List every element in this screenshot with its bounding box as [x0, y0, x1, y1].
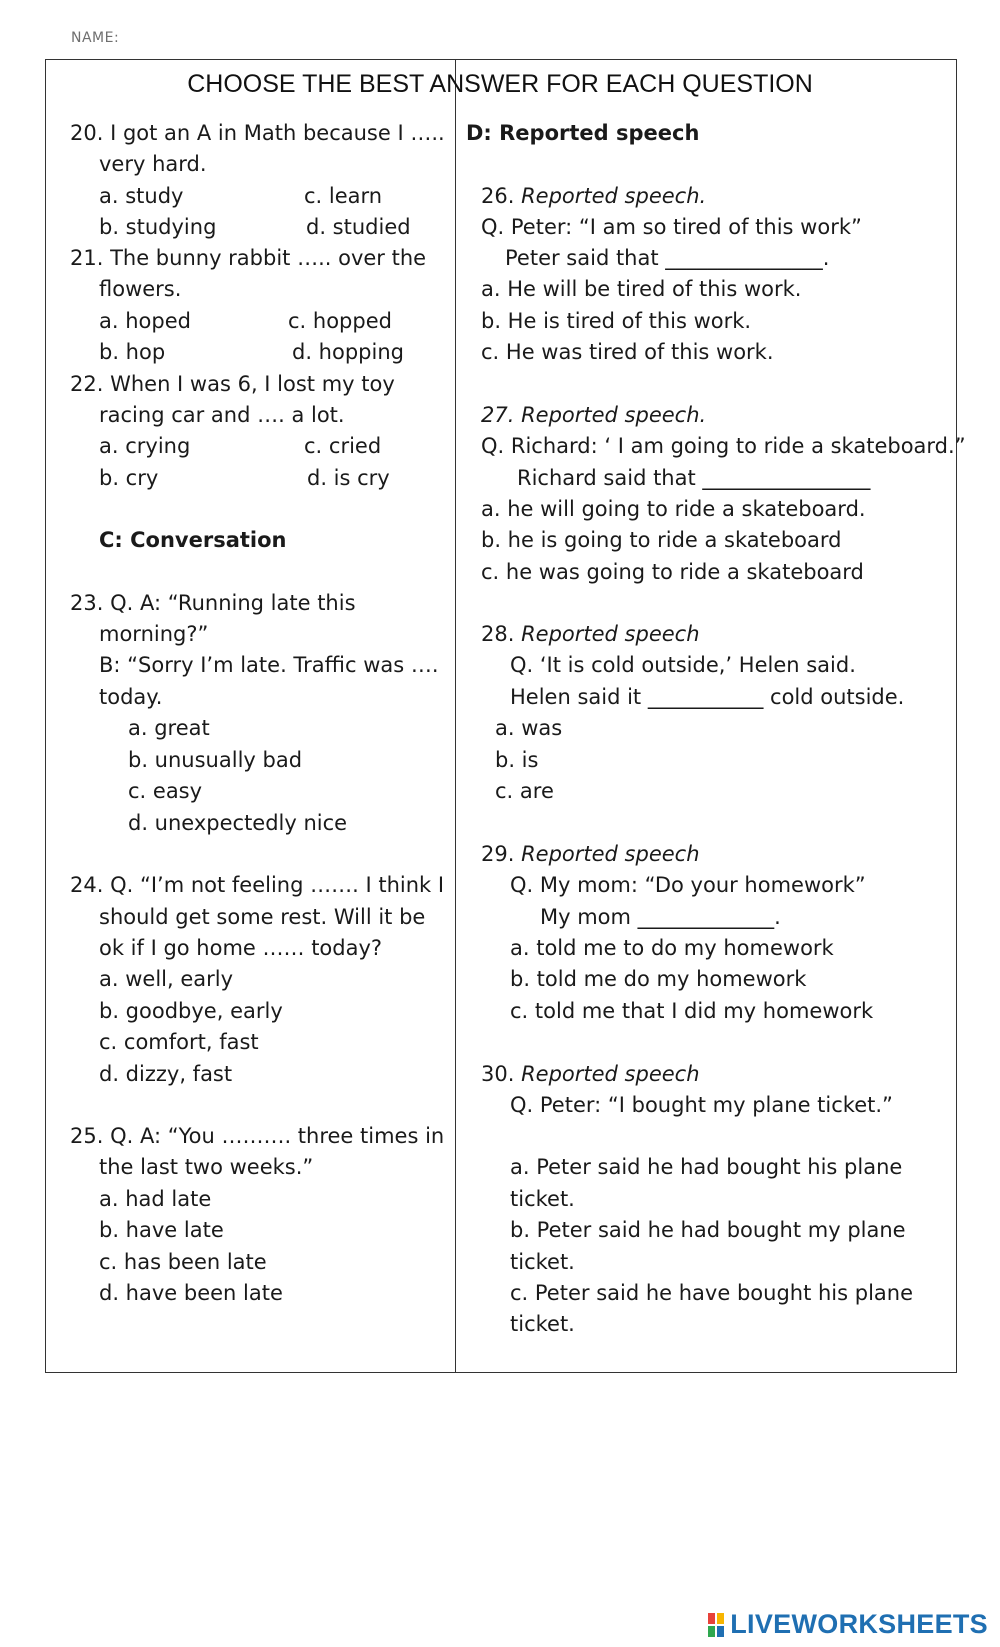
left-line: a. hoped — [99, 309, 191, 333]
right-line — [481, 842, 700, 866]
left-line: a. great — [128, 716, 210, 740]
right-line: b. told me do my homework — [510, 967, 807, 991]
left-line: b. cry — [99, 466, 159, 490]
left-line: a. well, early — [99, 967, 234, 991]
right-line: c. are — [495, 779, 554, 803]
left-line: b. have late — [99, 1218, 224, 1242]
left-line: flowers. — [99, 277, 182, 301]
right-line — [481, 1062, 700, 1086]
column-divider — [455, 59, 456, 1373]
left-line: should get some rest. Will it be — [99, 905, 426, 929]
left-line: 24. Q. “I’m not feeling ……. I think I — [70, 873, 445, 897]
right-line: Q. Richard: ‘ I am going to ride a skateboard.” — [481, 434, 966, 458]
right-line: c. Peter said he have bought his plane — [510, 1281, 914, 1305]
right-line: Q. Peter: “I bought my plane ticket.” — [510, 1093, 893, 1117]
right-line: a. He will be tired of this work. — [481, 277, 802, 301]
left-line: c. easy — [128, 779, 203, 803]
left-line: B: “Sorry I’m late. Traffic was …. — [99, 653, 439, 677]
right-line: b. Peter said he had bought my plane — [510, 1218, 906, 1242]
right-line: ticket. — [510, 1312, 575, 1336]
right-line — [481, 403, 706, 427]
left-line: a. crying — [99, 434, 191, 458]
question-number: 26. — [481, 184, 522, 208]
left-line: ok if I go home …… today? — [99, 936, 383, 960]
right-line: ticket. — [510, 1187, 575, 1211]
right-line — [481, 184, 706, 208]
question-number: 27. — [481, 403, 522, 427]
right-line: Q. ‘It is cold outside,’ Helen said. — [510, 653, 856, 677]
left-line: C: Conversation — [99, 528, 287, 552]
left-line: c. cried — [304, 434, 382, 458]
question-topic: Reported speech. — [521, 184, 707, 208]
right-line: b. he is going to ride a skateboard — [481, 528, 842, 552]
right-line: a. was — [495, 716, 563, 740]
question-number: 30. — [481, 1062, 522, 1086]
left-line: d. unexpectedly nice — [128, 811, 348, 835]
right-line: b. is — [495, 748, 539, 772]
left-line: d. have been late — [99, 1281, 283, 1305]
right-line: D: Reported speech — [466, 121, 700, 145]
left-line: 23. Q. A: “Running late this — [70, 591, 356, 615]
right-line: c. He was tired of this work. — [481, 340, 774, 364]
left-line: a. study — [99, 184, 184, 208]
left-line: d. hopping — [292, 340, 404, 364]
right-line: c. he was going to ride a skateboard — [481, 560, 864, 584]
left-line: b. unusually bad — [128, 748, 303, 772]
right-line: a. told me to do my homework — [510, 936, 834, 960]
liveworksheets-logo — [708, 1609, 988, 1640]
right-line — [481, 622, 700, 646]
question-number: 29. — [481, 842, 522, 866]
right-line: a. Peter said he had bought his plane — [510, 1155, 903, 1179]
left-line: 22. When I was 6, I lost my toy — [70, 372, 395, 396]
name-label: NAME: — [71, 30, 120, 46]
left-line: c. learn — [304, 184, 383, 208]
right-line: c. told me that I did my homework — [510, 999, 874, 1023]
left-line: d. dizzy, fast — [99, 1062, 233, 1086]
left-line: 25. Q. A: “You ………. three times in — [70, 1124, 445, 1148]
right-line: Q. My mom: “Do your homework” — [510, 873, 866, 897]
right-line: Richard said that ________________ — [517, 466, 871, 490]
left-line: 20. I got an A in Math because I ….. — [70, 121, 445, 145]
right-line: ticket. — [510, 1250, 575, 1274]
right-line: Peter said that _______________. — [505, 246, 830, 270]
left-line: very hard. — [99, 152, 207, 176]
left-line: the last two weeks.” — [99, 1155, 314, 1179]
page-title: CHOOSE THE BEST ANSWER FOR EACH QUESTION — [187, 70, 813, 98]
question-topic: Reported speech. — [521, 403, 707, 427]
left-line: b. studying — [99, 215, 217, 239]
left-line: c. comfort, fast — [99, 1030, 259, 1054]
right-line: a. he will going to ride a skateboard. — [481, 497, 866, 521]
left-line: racing car and …. a lot. — [99, 403, 345, 427]
left-line: 21. The bunny rabbit ….. over the — [70, 246, 427, 270]
question-number: 28. — [481, 622, 522, 646]
right-line: Helen said it ___________ cold outside. — [510, 685, 905, 709]
left-line: b. goodbye, early — [99, 999, 283, 1023]
right-line: My mom _____________. — [540, 905, 781, 929]
left-line: a. had late — [99, 1187, 212, 1211]
left-line: c. hopped — [288, 309, 392, 333]
question-topic: Reported speech — [521, 622, 700, 646]
question-topic: Reported speech — [521, 842, 700, 866]
left-line: today. — [99, 685, 163, 709]
left-line: d. studied — [306, 215, 411, 239]
question-topic: Reported speech — [521, 1062, 700, 1086]
left-line: morning?” — [99, 622, 209, 646]
left-line: d. is cry — [307, 466, 390, 490]
right-line: Q. Peter: “I am so tired of this work” — [481, 215, 862, 239]
logo-text: LIVEWORKSHEETS — [730, 1609, 988, 1639]
left-line: c. has been late — [99, 1250, 267, 1274]
left-line: b. hop — [99, 340, 166, 364]
logo-blocks-icon — [708, 1613, 724, 1637]
right-line: b. He is tired of this work. — [481, 309, 752, 333]
